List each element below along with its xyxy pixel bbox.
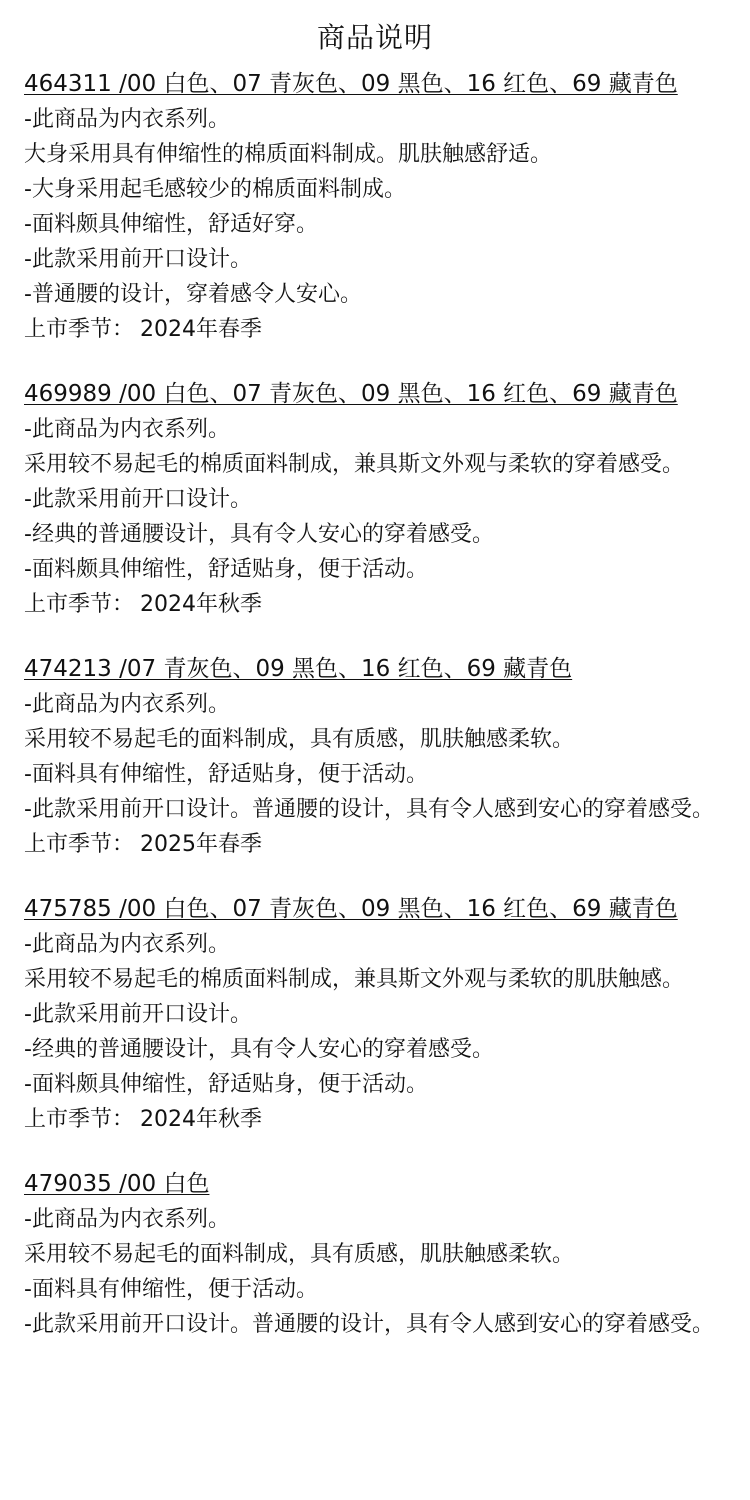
- release-season-label: 上市季节：: [24, 1107, 135, 1132]
- product-section: [24, 652, 726, 862]
- feature-bullet: -经典的普通腰设计，具有令人安心的穿着感受。: [24, 522, 494, 547]
- feature-bullet: -普通腰的设计，穿着感令人安心。: [24, 282, 362, 307]
- feature-bullet: -此款采用前开口设计。普通腰的设计，具有令人感到安心的穿着感受。: [24, 797, 714, 822]
- product-section: [24, 67, 726, 347]
- release-season: [24, 312, 726, 347]
- feature-bullet: -此款采用前开口设计。: [24, 1002, 252, 1027]
- release-season: [24, 827, 726, 862]
- release-season-label: 上市季节：: [24, 592, 135, 617]
- product-section: [24, 892, 726, 1137]
- feature-bullet: -此款采用前开口设计。: [24, 247, 252, 272]
- product-heading: 469989 /00 白色、07 青灰色、09 黑色、16 红色、69 藏青色: [24, 381, 678, 407]
- product-list: [24, 67, 726, 1342]
- feature-bullet: -面料颇具伸缩性，舒适贴身，便于活动。: [24, 1072, 428, 1097]
- feature-bullet: -面料具有伸缩性，舒适贴身，便于活动。: [24, 762, 428, 787]
- release-season-value: 2024年春季: [140, 317, 263, 342]
- product-heading: 464311 /00 白色、07 青灰色、09 黑色、16 红色、69 藏青色: [24, 71, 678, 97]
- release-season: [24, 1102, 726, 1137]
- feature-bullet: -此款采用前开口设计。普通腰的设计，具有令人感到安心的穿着感受。: [24, 1312, 714, 1337]
- product-heading: 474213 /07 青灰色、09 黑色、16 红色、69 藏青色: [24, 656, 573, 682]
- feature-bullet: -此商品为内衣系列。: [24, 417, 230, 442]
- product-heading: 479035 /00 白色: [24, 1171, 210, 1197]
- feature-bullet: -此商品为内衣系列。: [24, 692, 230, 717]
- product-section: [24, 1167, 726, 1342]
- description-text: 大身采用具有伸缩性的棉质面料制成。肌肤触感舒适。: [24, 142, 553, 167]
- feature-bullet: -经典的普通腰设计，具有令人安心的穿着感受。: [24, 1037, 494, 1062]
- release-season-value: 2024年秋季: [140, 592, 263, 617]
- feature-bullet: -面料颇具伸缩性，舒适贴身，便于活动。: [24, 557, 428, 582]
- description-text: 采用较不易起毛的棉质面料制成，兼具斯文外观与柔软的肌肤触感。: [24, 967, 685, 992]
- feature-bullet: -此商品为内衣系列。: [24, 932, 230, 957]
- release-season-label: 上市季节：: [24, 832, 135, 857]
- feature-bullet: -面料具有伸缩性，便于活动。: [24, 1277, 318, 1302]
- release-season-value: 2024年秋季: [140, 1107, 263, 1132]
- feature-bullet: -此商品为内衣系列。: [24, 1207, 230, 1232]
- product-section: [24, 377, 726, 622]
- description-text: 采用较不易起毛的面料制成，具有质感，肌肤触感柔软。: [24, 727, 575, 752]
- feature-bullet: -大身采用起毛感较少的棉质面料制成。: [24, 177, 406, 202]
- description-text: 采用较不易起毛的棉质面料制成，兼具斯文外观与柔软的穿着感受。: [24, 452, 685, 477]
- release-season: [24, 587, 726, 622]
- release-season-label: 上市季节：: [24, 317, 135, 342]
- feature-bullet: -此款采用前开口设计。: [24, 487, 252, 512]
- feature-bullet: -面料颇具伸缩性，舒适好穿。: [24, 212, 318, 237]
- description-text: 采用较不易起毛的面料制成，具有质感，肌肤触感柔软。: [24, 1242, 575, 1267]
- feature-bullet: -此商品为内衣系列。: [24, 107, 230, 132]
- page-title: 商品说明: [316, 21, 433, 54]
- release-season-value: 2025年春季: [140, 832, 263, 857]
- product-heading: 475785 /00 白色、07 青灰色、09 黑色、16 红色、69 藏青色: [24, 896, 678, 922]
